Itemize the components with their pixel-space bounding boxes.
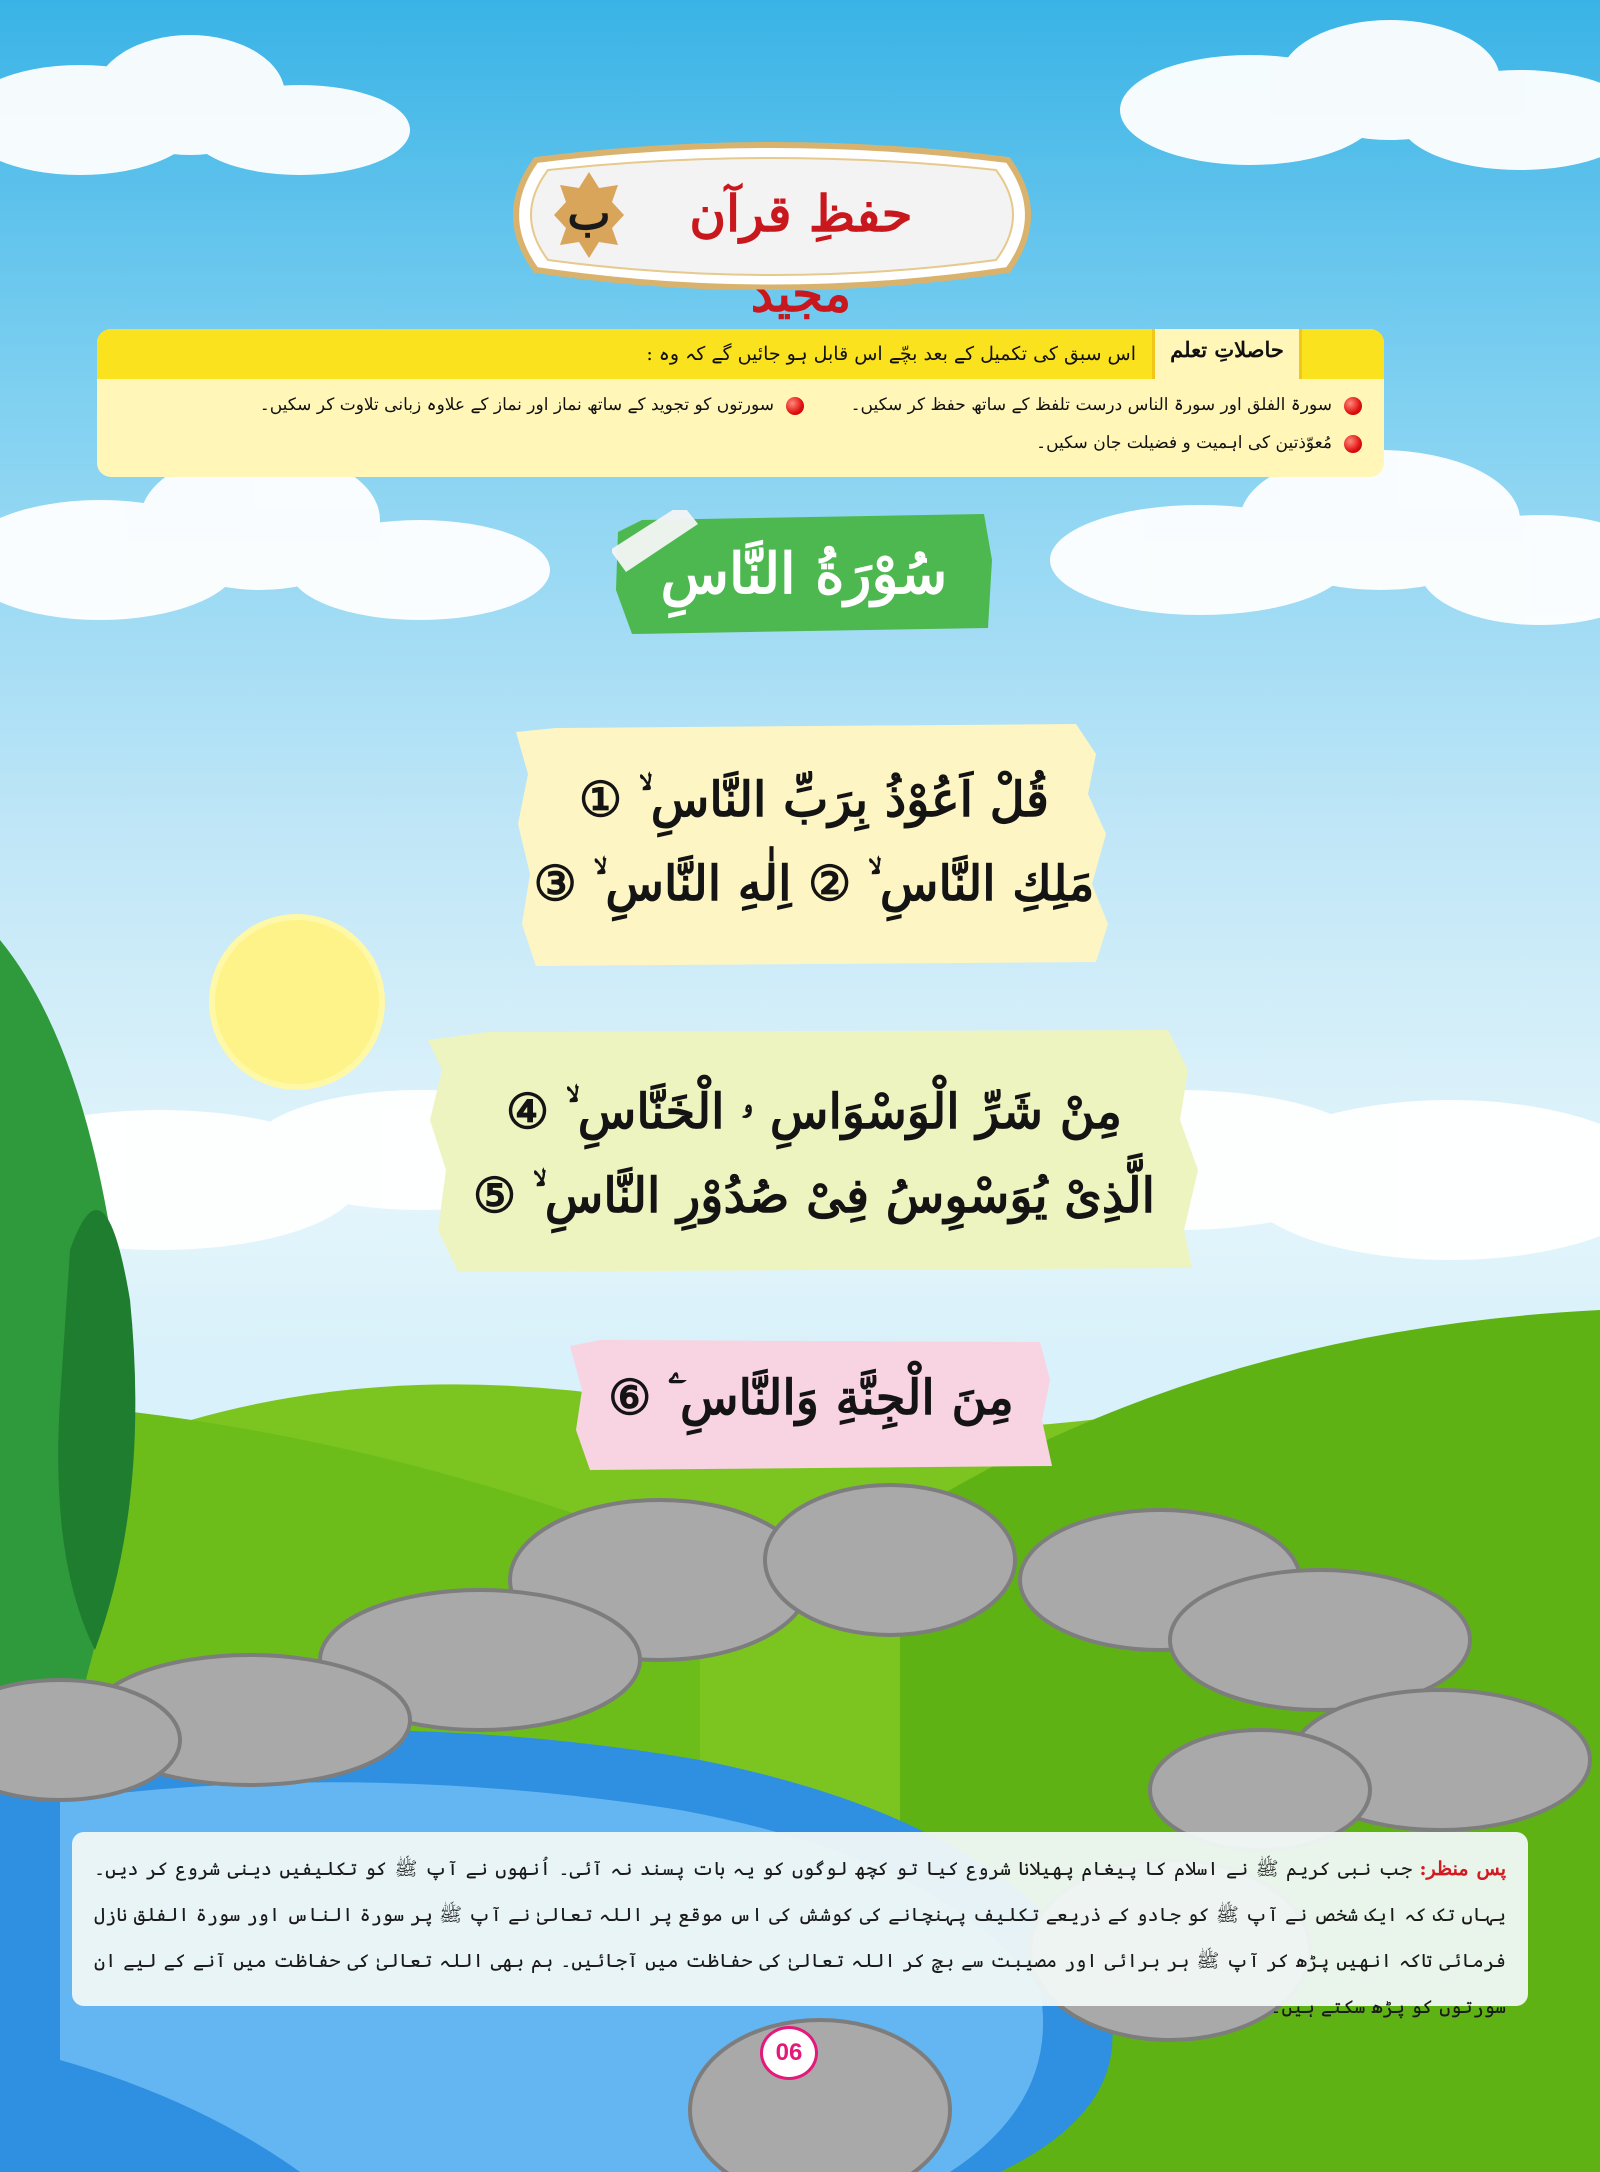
surah-heading — [612, 510, 996, 638]
title-banner — [496, 140, 1048, 323]
title-letter: ب — [567, 186, 611, 240]
note-label: پس منظر: — [1419, 1858, 1506, 1880]
verse-line: مِنَ الْجِنَّةِ وَالنَّاسِ ۧ ⑥ — [608, 1370, 1014, 1426]
surah-title: سُوْرَةُ النَّاسِ — [660, 541, 948, 607]
note-text — [94, 1846, 1506, 2030]
bullet-dot-icon — [1344, 397, 1362, 415]
outcome-item: سورۃ الفلق اور سورۃ الناس درست تلفظ کے ساتھ حفظ کر سکیں۔ — [851, 391, 1362, 419]
verse-panel-1 — [516, 724, 1112, 966]
verse-line: مِنْ شَرِّ الْوَسْوَاسِ ۥ الْخَنَّاسِ ۙ ④ — [506, 1084, 1122, 1140]
verse-line: مَلِكِ النَّاسِ ۙ ② اِلٰهِ النَّاسِ ۙ ③ — [533, 856, 1095, 912]
verse-panel-3 — [570, 1340, 1052, 1470]
page-number: 06 — [760, 2026, 818, 2080]
background-note — [72, 1832, 1528, 2018]
verse-panel-2 — [428, 1030, 1200, 1272]
bullet-dot-icon — [786, 397, 804, 415]
outcomes-tab-label: حاصلاتِ تعلم — [1152, 329, 1302, 379]
note-body: جب نبی کریم ﷺ نے اسلام کا پیغام پھیلانا شروع کیا تو کچھ لوگوں کو یہ بات پسند نہ آئی۔ اُنھوں نے آپ ﷺ کو تکلیفیں دینی شروع کر دیں۔ یہاں تک کہ ایک شخص نے آپ ﷺ کو جادو کے ذریعے تکلیف پہنچانے کی کوشش کی اس موقع پر اللہ تعالیٰ نے آپ ﷺ پر سورۃ الناس اور سورۃ الفلق نازل فرمائی تاکہ انھیں پڑھ کر آپ ﷺ ہر برائی اور مصیبت سے بچ کر اللہ تعالیٰ کی حفاظت میں آجائیں۔ ہم بھی اللہ تعالیٰ کی حفاظت میں آنے کے لیے ان سورتوں کو پڑھ سکتے ہیں۔ — [94, 1858, 1506, 2018]
outcome-item: سورتوں کو تجوید کے ساتھ نماز اور نماز کے علاوہ زبانی تلاوت کر سکیں۔ — [260, 391, 804, 419]
outcomes-intro: اس سبق کی تکمیل کے بعد بچّے اس قابل ہو جائیں گے کہ وہ : — [646, 343, 1136, 365]
bullet-dot-icon — [1344, 435, 1362, 453]
page-title: حفظِ قرآن مجید — [689, 184, 913, 323]
verse-line: الَّذِىْ يُوَسْوِسُ فِىْ صُدُوْرِ النَّاسِ ۙ ⑤ — [472, 1168, 1155, 1224]
verse-line: قُلْ اَعُوْذُ بِرَبِّ النَّاسِ ۙ ① — [578, 772, 1050, 828]
learning-outcomes-box — [97, 329, 1384, 477]
outcome-item: مُعوّذتین کی اہمیت و فضیلت جان سکیں۔ — [1036, 429, 1362, 457]
